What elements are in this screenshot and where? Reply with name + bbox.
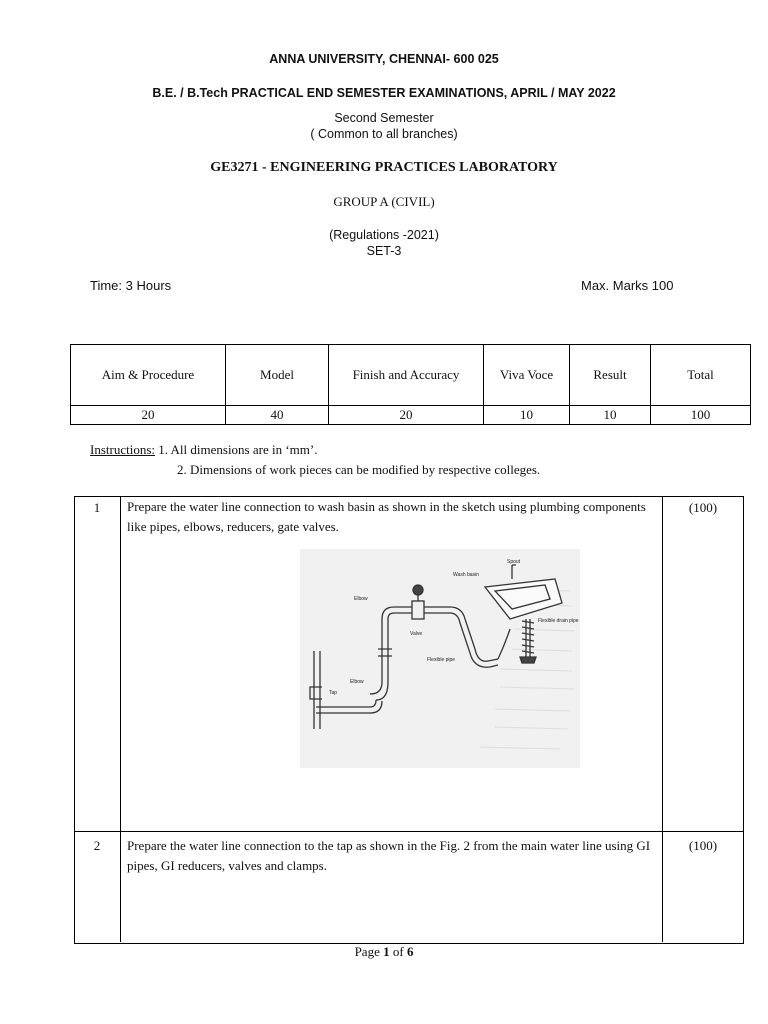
regulations: (Regulations -2021) — [329, 228, 439, 242]
table-header-cell: Finish and Accuracy — [329, 345, 484, 406]
exam-duration: Time: 3 Hours — [90, 278, 172, 293]
university-name: ANNA UNIVERSITY, CHENNAI- 600 025 — [269, 52, 499, 66]
sketch-label-spout: Spout — [507, 559, 521, 565]
table-row — [71, 406, 751, 425]
table-cell: 10 — [484, 406, 570, 425]
question-number: 1 — [93, 500, 101, 515]
table-cell: 100 — [651, 406, 751, 425]
sketch-label-valve: Valve — [410, 631, 423, 637]
sketch-label-wash-basin: Wash basin — [453, 572, 479, 578]
table-header-cell: Total — [651, 345, 751, 406]
semester-block — [0, 110, 768, 142]
instructions-label: Instructions: — [90, 442, 155, 457]
instructions — [90, 442, 317, 458]
table-header-cell: Aim & Procedure — [71, 345, 226, 406]
semester: Second Semester — [334, 111, 434, 125]
table-header-row — [71, 345, 751, 406]
question-text: Prepare the water line connection to the tap as shown in the Fig. 2 from the main water line using GI pipes, GI reducers, valves and clamps. — [127, 838, 651, 873]
column-divider — [120, 496, 121, 942]
question-number: 2 — [93, 838, 101, 853]
column-divider — [662, 496, 663, 942]
page-current: 1 — [383, 944, 390, 959]
instruction-item-1: 1. All dimensions are in ‘mm’. — [155, 442, 318, 457]
max-marks: Max. Marks 100 — [581, 278, 674, 293]
page-of: of — [389, 944, 407, 959]
question-marks: (100) — [688, 838, 718, 853]
marks-distribution-table — [70, 344, 751, 425]
page-footer — [0, 944, 768, 960]
table-cell: 20 — [71, 406, 226, 425]
sketch-label-elbow-top: Elbow — [354, 596, 368, 602]
table-cell: 10 — [570, 406, 651, 425]
question-marks: (100) — [688, 500, 718, 515]
table-cell: 40 — [226, 406, 329, 425]
sketch-label-tap: Tap — [329, 690, 338, 696]
table-cell: 20 — [329, 406, 484, 425]
table-header-cell: Viva Voce — [484, 345, 570, 406]
sketch-label-flexible-drain: Flexible drain pipe — [538, 618, 579, 624]
regulations-block — [0, 227, 768, 259]
sketch-label-flexible-pipe: Flexible pipe — [427, 657, 456, 663]
table-header-cell: Model — [226, 345, 329, 406]
sketch-label-elbow-bottom: Elbow — [350, 679, 364, 685]
exam-title: B.E. / B.Tech PRACTICAL END SEMESTER EXAMINATIONS, APRIL / MAY 2022 — [152, 86, 616, 100]
course-title: GE3271 - ENGINEERING PRACTICES LABORATORY — [210, 160, 558, 175]
table-header-cell: Result — [570, 345, 651, 406]
instruction-item-2: 2. Dimensions of work pieces can be modified by respective colleges. — [177, 462, 541, 477]
row-divider — [74, 831, 743, 832]
page-prefix: Page — [354, 944, 384, 959]
page-total: 6 — [406, 944, 414, 959]
plumbing-sketch-image — [300, 549, 580, 768]
question-text: Prepare the water line connection to wash basin as shown in the sketch using plumbing components like pipes, elbows, reducers, gate valves. — [127, 499, 646, 534]
group-title: GROUP A (CIVIL) — [333, 194, 435, 209]
common-branches: ( Common to all branches) — [310, 127, 458, 141]
plumbing-sketch-drawing — [300, 549, 580, 768]
set-number: SET-3 — [366, 244, 402, 258]
